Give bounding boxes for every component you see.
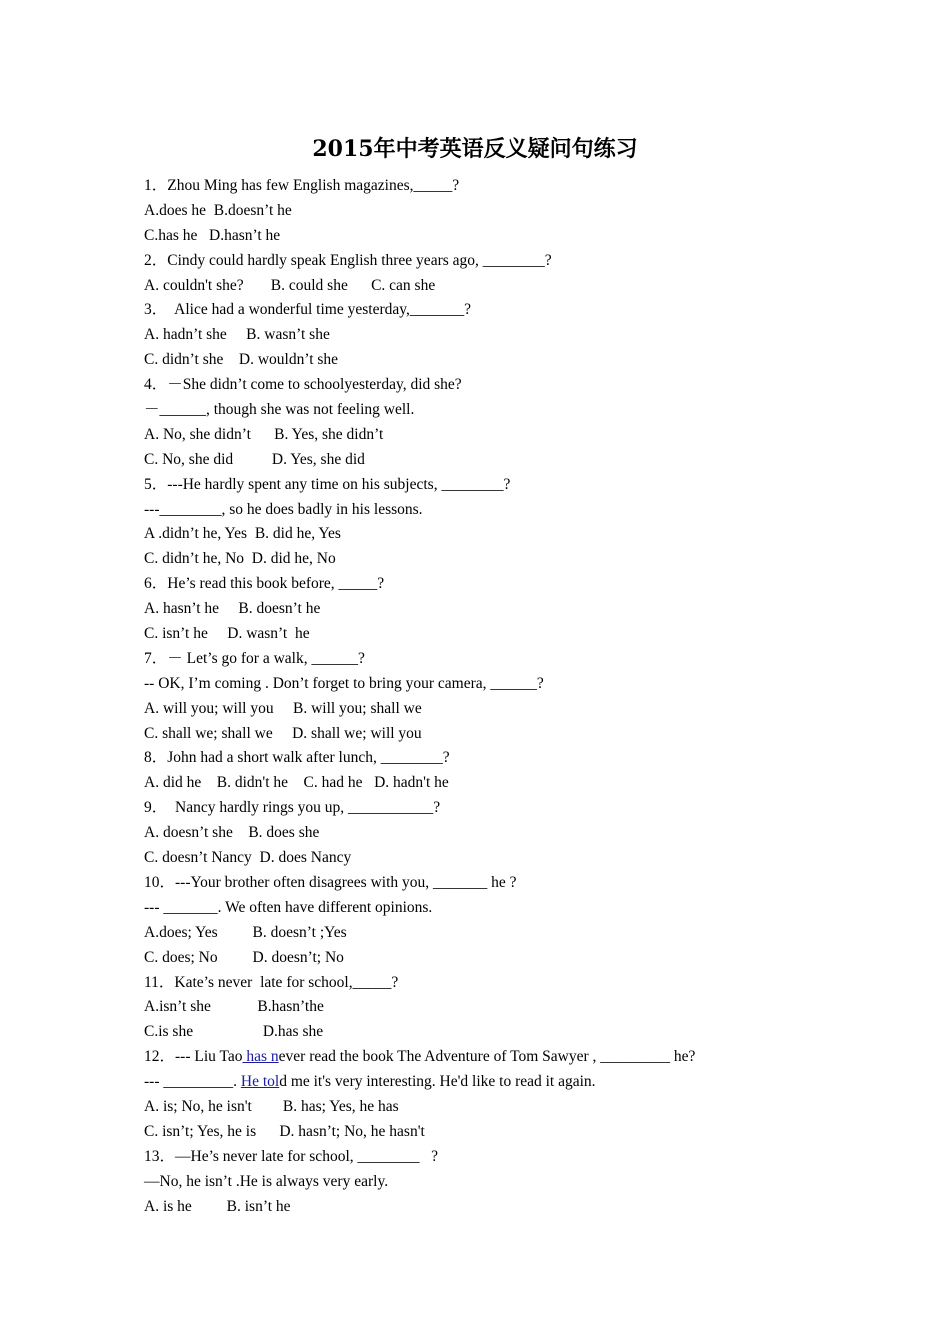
hyperlink-text[interactable]: has n xyxy=(242,1048,279,1066)
text-line: C. does; No D. doesn’t; No xyxy=(144,948,344,966)
text-line: A. doesn’t she B. does she xyxy=(144,824,320,842)
question-list xyxy=(144,174,904,1219)
text-line: C. doesn’t Nancy D. does Nancy xyxy=(144,849,352,867)
text-line: A.does he B.doesn’t he xyxy=(144,201,292,219)
text-line: 7．－ Let’s go for a walk, ______? xyxy=(144,649,365,667)
text-segment: --- _________. xyxy=(144,1073,241,1091)
text-line: 5．---He hardly spent any time on his subjects, ________? xyxy=(144,475,511,493)
text-line: 13．—He’s never late for school, ________ ? xyxy=(144,1147,439,1165)
text-line: ---________, so he does badly in his lessons. xyxy=(144,500,423,518)
text-line: A.isn’t she B.hasn’the xyxy=(144,998,324,1016)
text-segment: d me it's very interesting. He'd like to read it again. xyxy=(279,1073,596,1091)
text-line: —No, he isn’t .He is always very early. xyxy=(144,1172,389,1190)
text-line: A .didn’t he, Yes B. did he, Yes xyxy=(144,525,341,543)
text-line: -- OK, I’m coming . Don’t forget to bring your camera, ______? xyxy=(144,674,544,692)
text-line: A. hadn’t she B. wasn’t she xyxy=(144,326,330,344)
text-segment: 12．--- Liu Tao xyxy=(144,1048,243,1066)
text-line: C. isn’t he D. wasn’t he xyxy=(144,625,310,643)
text-line: A. is he B. isn’t he xyxy=(144,1197,291,1215)
text-line: A. hasn’t he B. doesn’t he xyxy=(144,600,321,618)
text-line: A. will you; will you B. will you; shall we xyxy=(144,699,422,717)
text-line: －______, though she was not feeling well. xyxy=(144,401,415,419)
text-line: 8．John had a short walk after lunch, ________? xyxy=(144,749,450,767)
text-line: A. couldn't she? B. could she C. can she xyxy=(144,276,436,294)
text-line: 11．Kate’s never late for school,_____? xyxy=(144,973,399,991)
text-line: C. isn’t; Yes, he is D. hasn’t; No, he hasn't xyxy=(144,1122,425,1140)
text-line: C. No, she did D. Yes, she did xyxy=(144,450,365,468)
text-line: A. did he B. didn't he C. had he D. hadn't he xyxy=(144,774,449,792)
text-line: 2．Cindy could hardly speak English three years ago, ________? xyxy=(144,251,552,269)
text-line: C. didn’t she D. wouldn’t she xyxy=(144,351,339,369)
text-line xyxy=(144,1070,904,1095)
text-line: C. didn’t he, No D. did he, No xyxy=(144,550,336,568)
text-line: C. shall we; shall we D. shall we; will you xyxy=(144,724,422,742)
hyperlink-text[interactable]: He tol xyxy=(240,1073,280,1091)
text-line: 4．－She didn’t come to schoolyesterday, did she? xyxy=(144,376,462,394)
text-segment: ever read the book The Adventure of Tom Sawyer , _________ he? xyxy=(278,1048,696,1066)
text-line: 9． Nancy hardly rings you up, ___________? xyxy=(144,799,441,817)
text-line: 1．Zhou Ming has few English magazines,_____? xyxy=(144,177,460,194)
text-line: --- _______. We often have different opinions. xyxy=(144,898,433,916)
text-line: A. No, she didn’t B. Yes, she didn’t xyxy=(144,425,384,443)
text-line: 3． Alice had a wonderful time yesterday,_______? xyxy=(144,301,471,319)
text-line: 6．He’s read this book before, _____? xyxy=(144,575,385,593)
text-line: A. is; No, he isn't B. has; Yes, he has xyxy=(144,1097,399,1115)
text-line: 10．---Your brother often disagrees with you, _______ he ? xyxy=(144,873,517,891)
page-title: 2015年中考英语反义疑问句练习 xyxy=(312,136,638,162)
text-line: A.does; Yes B. doesn’t ;Yes xyxy=(144,923,347,941)
text-line xyxy=(144,1045,904,1070)
text-line: C.has he D.hasn’t he xyxy=(144,226,281,244)
text-line: C.is she D.has she xyxy=(144,1023,324,1041)
